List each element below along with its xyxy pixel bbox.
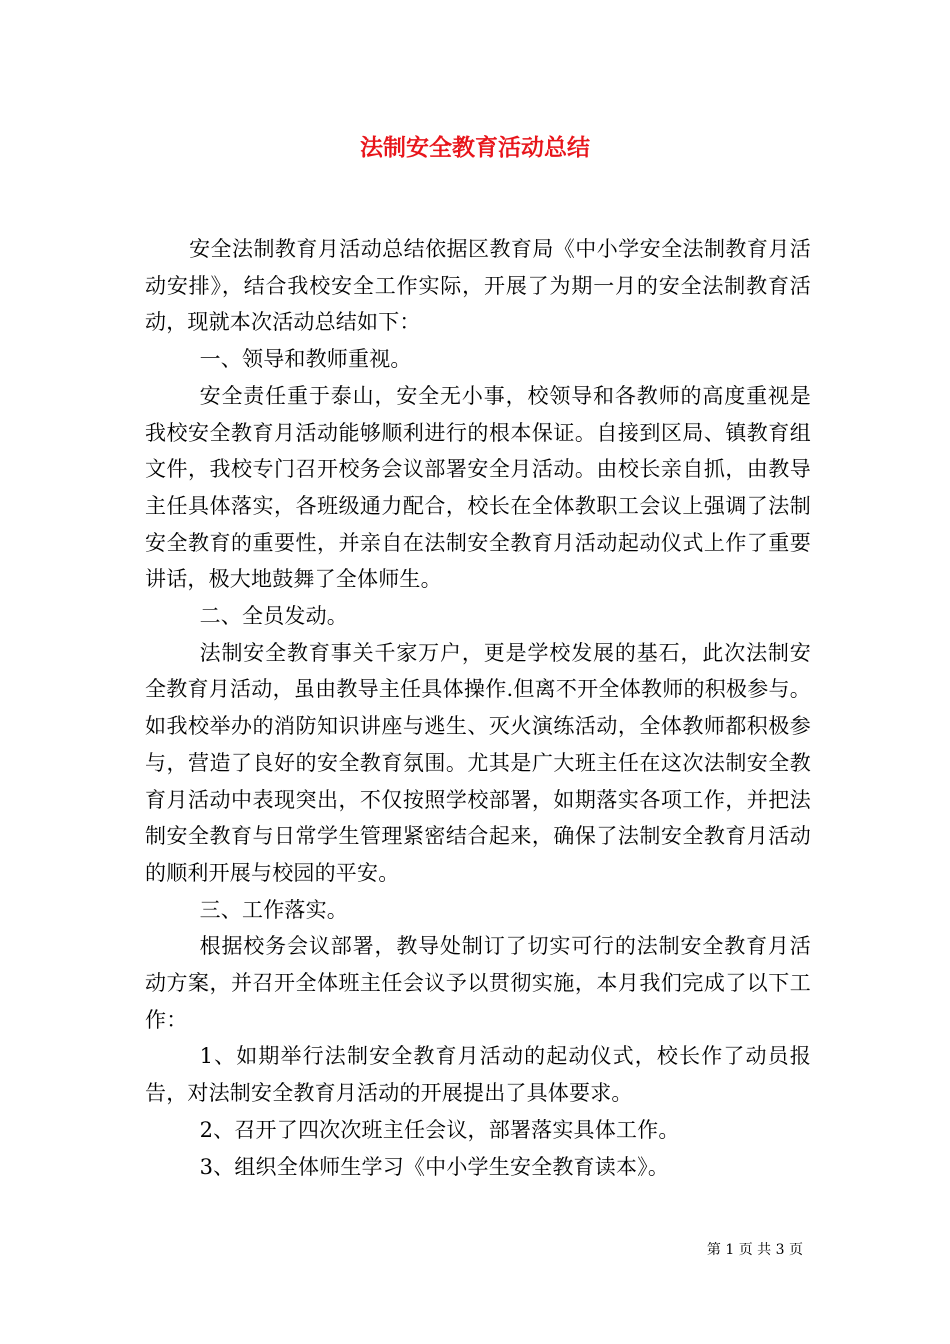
list-item: 1、如期举行法制安全教育月活动的起动仪式，校长作了动员报告，对法制安全教育月活动的开展提出了具体要求。 xyxy=(145,1044,811,1106)
document-body xyxy=(145,231,811,1185)
page-number: 第 1 页 共 3 页 xyxy=(706,1242,803,1258)
list-item: 3、组织全体师生学习《中小学生安全教育读本》。 xyxy=(199,1154,670,1179)
section-heading-3: 三、工作落实。 xyxy=(199,897,348,922)
section-heading-1: 一、领导和教师重视。 xyxy=(199,347,412,372)
paragraph: 安全责任重于泰山，安全无小事，校领导和各教师的高度重视是我校安全教育月活动能够顺利进行的根本保证。自接到区局、镇教育组文件，我校专门召开校务会议部署安全月活动。由校长亲自抓，由教导主任具体落实，各班级通力配合，校长在全体教职工会议上强调了法制安全教育的重要性，并亲自在法制安全教育月活动起动仪式上作了重要讲话，极大地鼓舞了全体师生。 xyxy=(145,383,811,592)
paragraph: 法制安全教育事关千家万户，更是学校发展的基石，此次法制安全教育月活动，虽由教导主任具体操作.但离不开全体教师的积极参与。如我校举办的消防知识讲座与逃生、灭火演练活动，全体教师都积极参与，营造了良好的安全教育氛围。尤其是广大班主任在这次法制安全教育月活动中表现突出，不仅按照学校部署，如期落实各项工作，并把法制安全教育与日常学生管理紧密结合起来，确保了法制安全教育月活动的顺利开展与校园的平安。 xyxy=(145,640,811,885)
paragraph: 根据校务会议部署，教导处制订了切实可行的法制安全教育月活动方案，并召开全体班主任会议予以贯彻实施，本月我们完成了以下工作： xyxy=(145,934,811,1032)
document-title: 法制安全教育活动总结 xyxy=(360,135,590,161)
section-heading-2: 二、全员发动。 xyxy=(199,604,348,629)
list-item: 2、召开了四次次班主任会议，部署落实具体工作。 xyxy=(199,1117,680,1142)
intro-paragraph: 安全法制教育月活动总结依据区教育局《中小学安全法制教育月活动安排》，结合我校安全工作实际，开展了为期一月的安全法制教育活动，现就本次活动总结如下： xyxy=(145,237,811,335)
